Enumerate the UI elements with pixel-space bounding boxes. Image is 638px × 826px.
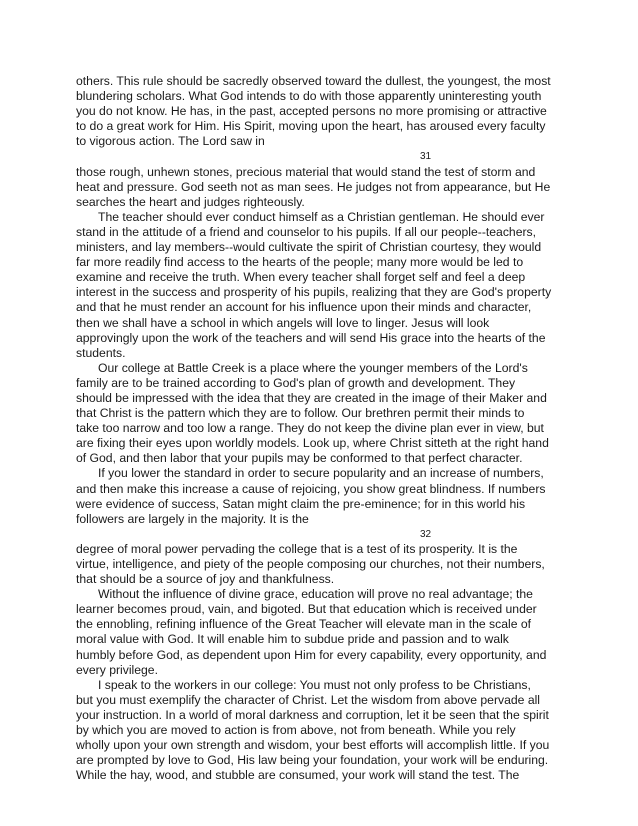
text-line: every privilege. (76, 662, 158, 677)
text-line: you do not know. He has, in the past, accepted persons no more promising or attractive (76, 104, 547, 119)
text-line: followers are largely in the majority. It is the (76, 511, 309, 526)
text-line: Without the influence of divine grace, education will prove no real advantage; the (98, 587, 533, 602)
text-line: to vigorous action. The Lord saw in (76, 134, 265, 149)
text-line: examine and receive the truth. When every teacher shall forget self and feel a deep (76, 270, 526, 285)
text-line: interest in the success and prosperity of his pupils, realizing that they are God's property (76, 285, 552, 300)
page-number-marker: 31 (420, 151, 432, 163)
text-line: searches the heart and judges righteously. (76, 194, 305, 209)
page-text (76, 74, 568, 783)
text-line: The teacher should ever conduct himself as a Christian gentleman. He should ever (98, 209, 545, 224)
text-line: heat and pressure. God seeth not as man sees. He judges not from appearance, but He (76, 179, 551, 194)
text-line: If you lower the standard in order to secure popularity and an increase of numbers, (98, 466, 544, 481)
text-line: then we shall have a school in which angels will love to linger. Jesus will look (76, 315, 490, 330)
text-line: blundering scholars. What God intends to do with those apparently uninteresting youth (76, 89, 542, 104)
text-line: virtue, intelligence, and piety of the people composing our churches, not their numbers, (76, 557, 545, 571)
text-line: family are to be trained according to God's plan of growth and development. They (76, 375, 516, 390)
text-line: those rough, unhewn stones, precious material that would stand the test of storm and (76, 164, 536, 179)
text-line: and then make this increase a cause of rejoicing, you show great blindness. If numbers (76, 481, 546, 496)
text-line: to do a great work for Him. His Spirit, moving upon the heart, has aroused every faculty (76, 119, 546, 134)
page-number-marker: 32 (420, 528, 432, 540)
text-line: learner becomes proud, vain, and bigoted. But that education which is received under (76, 602, 537, 617)
text-line: but you must exemplify the character of Christ. Let the wisdom from above pervade all (76, 692, 541, 707)
text-line: by which you are moved to action is from above, not from beneath. While you rely (76, 723, 516, 738)
text-line: take too narrow and too low a range. They do not keep the divine plan ever in view, but (76, 421, 544, 436)
text-line: are fixing their eyes upon worldly models. Look up, where Christ sitteth at the right hand (76, 436, 549, 451)
text-line: that should be a source of joy and thankfulness. (76, 572, 335, 587)
text-line: ministers, and lay members--would cultivate the spirit of Christian courtesy, they would (76, 240, 542, 255)
text-line: stand in the attitude of a friend and counselor to his pupils. If all our people--teachers, (76, 224, 537, 239)
text-line: should be impressed with the idea that they are created in the image of their Maker and (76, 390, 547, 405)
text-line: others. This rule should be sacredly observed toward the dullest, the youngest, the most (76, 74, 551, 88)
text-line: wholly upon your own strength and wisdom, your best efforts will accomplish little. If you (76, 738, 550, 753)
text-line: and that he must render an account for his influence upon their minds and character, (76, 300, 532, 315)
text-line: far more readily find access to the hearts of the people; many more would be led to (76, 255, 524, 270)
text-line: Our college at Battle Creek is a place where the younger members of the Lord's (98, 360, 528, 375)
text-line: While the hay, wood, and stubble are consumed, your work will stand the test. The (76, 768, 520, 783)
text-line: that Christ is the pattern which they are to follow. Our brethren permit their minds to (76, 406, 525, 421)
text-line: degree of moral power pervading the college that is a test of its prosperity. It is the (76, 541, 518, 556)
text-line: approvingly upon the work of the teachers and will send His grace into the hearts of the (76, 330, 546, 345)
text-line: students. (76, 345, 126, 360)
text-line: the ennobling, refining influence of the Great Teacher will elevate man in the scale of (76, 617, 532, 632)
text-line: were evidence of success, Satan might claim the pre-eminence; for in this world his (76, 496, 526, 511)
text-line: moral value with God. It will enable him to subdue pride and passion and to walk (76, 632, 509, 647)
text-line: are prompted by love to God, His law being your foundation, your work will be enduring. (76, 753, 549, 768)
text-line: of God, and then labor that your pupils may be conformed to that perfect character. (76, 451, 523, 466)
text-line: humbly before God, as dependent upon Him for every capability, every opportunity, and (76, 647, 547, 662)
text-line: your instruction. In a world of moral darkness and corruption, let it be seen that the spirit (76, 707, 549, 722)
text-line: I speak to the workers in our college: You must not only profess to be Christians, (98, 677, 531, 692)
